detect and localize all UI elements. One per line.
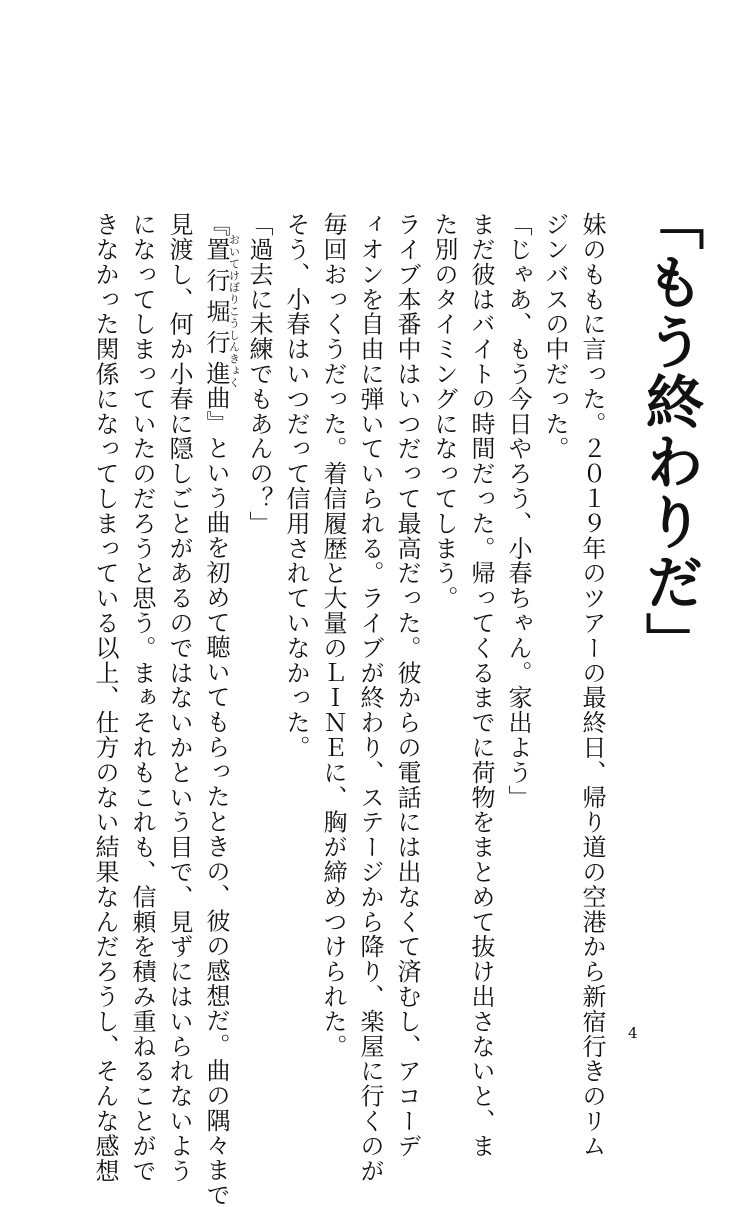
paragraph-line: 見渡し、何か小春に隠しごとがあるのではないかという目で、見ずにはいられないよう [165, 212, 193, 1184]
body-text [10, 212, 610, 1207]
paragraph-line: 「過去に未練でもあんの？」 [245, 212, 273, 536]
paragraph-line: 「じゃあ、もう今日やろう、小春ちゃん。家出よう」 [504, 212, 532, 810]
ruby-annotation: おいてけぼりこうしんきょく [227, 233, 241, 389]
paragraph-line: まだ彼はバイトの時間だった。帰ってくるまでに荷物をまとめて抜け出さないと、ま [467, 212, 495, 1159]
paragraph-line: 妹のももに言った。２０１９年のツアーの最終日、帰り道の空港から新宿行きのリム [578, 212, 606, 1159]
paragraph-line: ライブ本番中はいつだって最高だった。彼からの電話には出なくて済むし、アコーデ [393, 212, 421, 1159]
paragraph-line: になってしまっていたのだろうと思う。まぁそれもこれも、信頼を積み重ねることがで [128, 212, 156, 1184]
paragraph-line: ジンバスの中だった。 [541, 212, 569, 461]
chapter-title: 「もう終わりだ」 [636, 192, 704, 672]
paragraph-line: た別のタイミングになってしまう。 [430, 212, 458, 611]
ruby-word: 置行堀行進おいてけぼりこうしんきょく [202, 233, 241, 389]
page-number: 4 [628, 1024, 638, 1042]
paragraph-line: 毎回おっくうだった。着信履歴と大量のＬＩＮＥに、胸が締めつけられた。 [319, 212, 347, 1059]
paragraph-line: ィオンを自由に弾いていられる。ライブが終わり、ステージから降り、楽屋に行くのが [356, 212, 384, 1184]
paragraph-line: そう、小春はいつだって信用されていなかった。 [282, 212, 310, 760]
paragraph-text: 『置行堀行進おいてけぼりこうしんきょく曲』という曲を初めて聴いてもらったときの、彼の感想だ。曲の隅々まで [202, 212, 241, 1207]
paragraph-line-with-ruby [197, 212, 241, 1207]
paragraph-line: きなかった関係になってしまっている以上、仕方のない結果なんだろうし、そんな感想 [91, 212, 119, 1184]
